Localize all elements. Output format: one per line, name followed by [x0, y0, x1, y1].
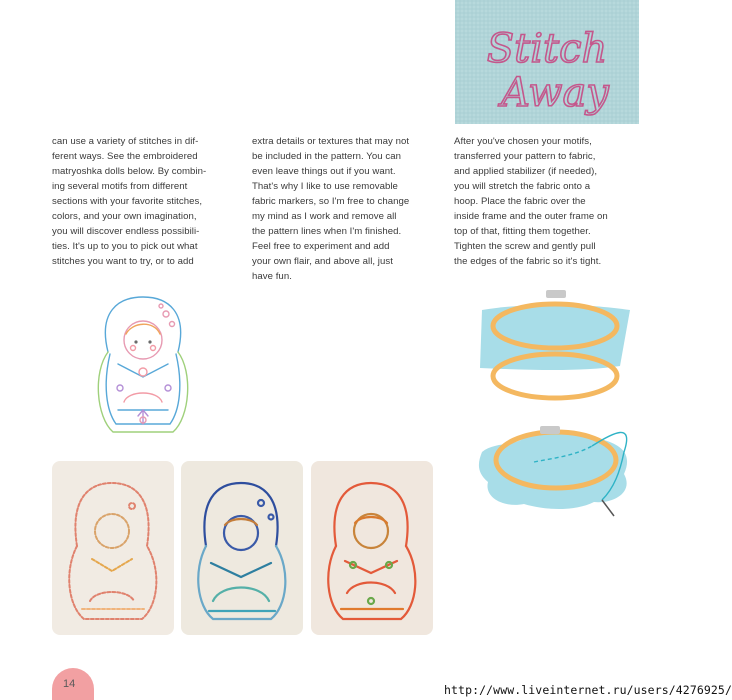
- matryoshka-line-illustration: [88, 292, 198, 442]
- embroidered-doll-photo-3: [311, 461, 433, 635]
- hoop-illustration: [470, 286, 640, 406]
- section-badge: [455, 0, 639, 124]
- linen-texture: [455, 0, 639, 124]
- body-text-column-1: can use a variety of stitches in dif- ferent ways. See the embroidered matryoshka dolls below. By combin- ing several motifs from different sections with your favorite stitches, colors, and your own imagination, you will discover endless possibili- ties. It's up to you to pick out what stitches you want to try, or to add: [52, 136, 207, 267]
- watermark-url: http://www.liveinternet.ru/users/4276925/: [444, 683, 732, 697]
- page-number-tab: [52, 668, 94, 700]
- embroidered-doll-photo-1: [52, 461, 174, 635]
- embroidered-doll-photo-2: [181, 461, 303, 635]
- body-text-column-2: extra details or textures that may not be included in the pattern. You can even leave things out if you want. That's why I like to use removable fabric markers, so I'm free to change my mind as I work and remove all the pattern lines when I'm finished. Feel free to experiment and add your own flair, and above all, just have fun.: [252, 136, 410, 282]
- badge-title-line2: Away: [501, 70, 609, 116]
- body-text-column-3: After you've chosen your motifs, transferred your pattern to fabric, and applied stabilizer (if needed), you will stretch the fabric onto a hoop. Place the fabric over the inside frame and the outer frame on top of that, fitting them together. Tighten the screw and gently pull the edges of the fabric so it's tight.: [454, 136, 608, 267]
- badge-title-line1: Stitch: [486, 26, 608, 72]
- hoop-with-needle-illustration: [474, 412, 644, 522]
- page-number: 14: [63, 678, 76, 690]
